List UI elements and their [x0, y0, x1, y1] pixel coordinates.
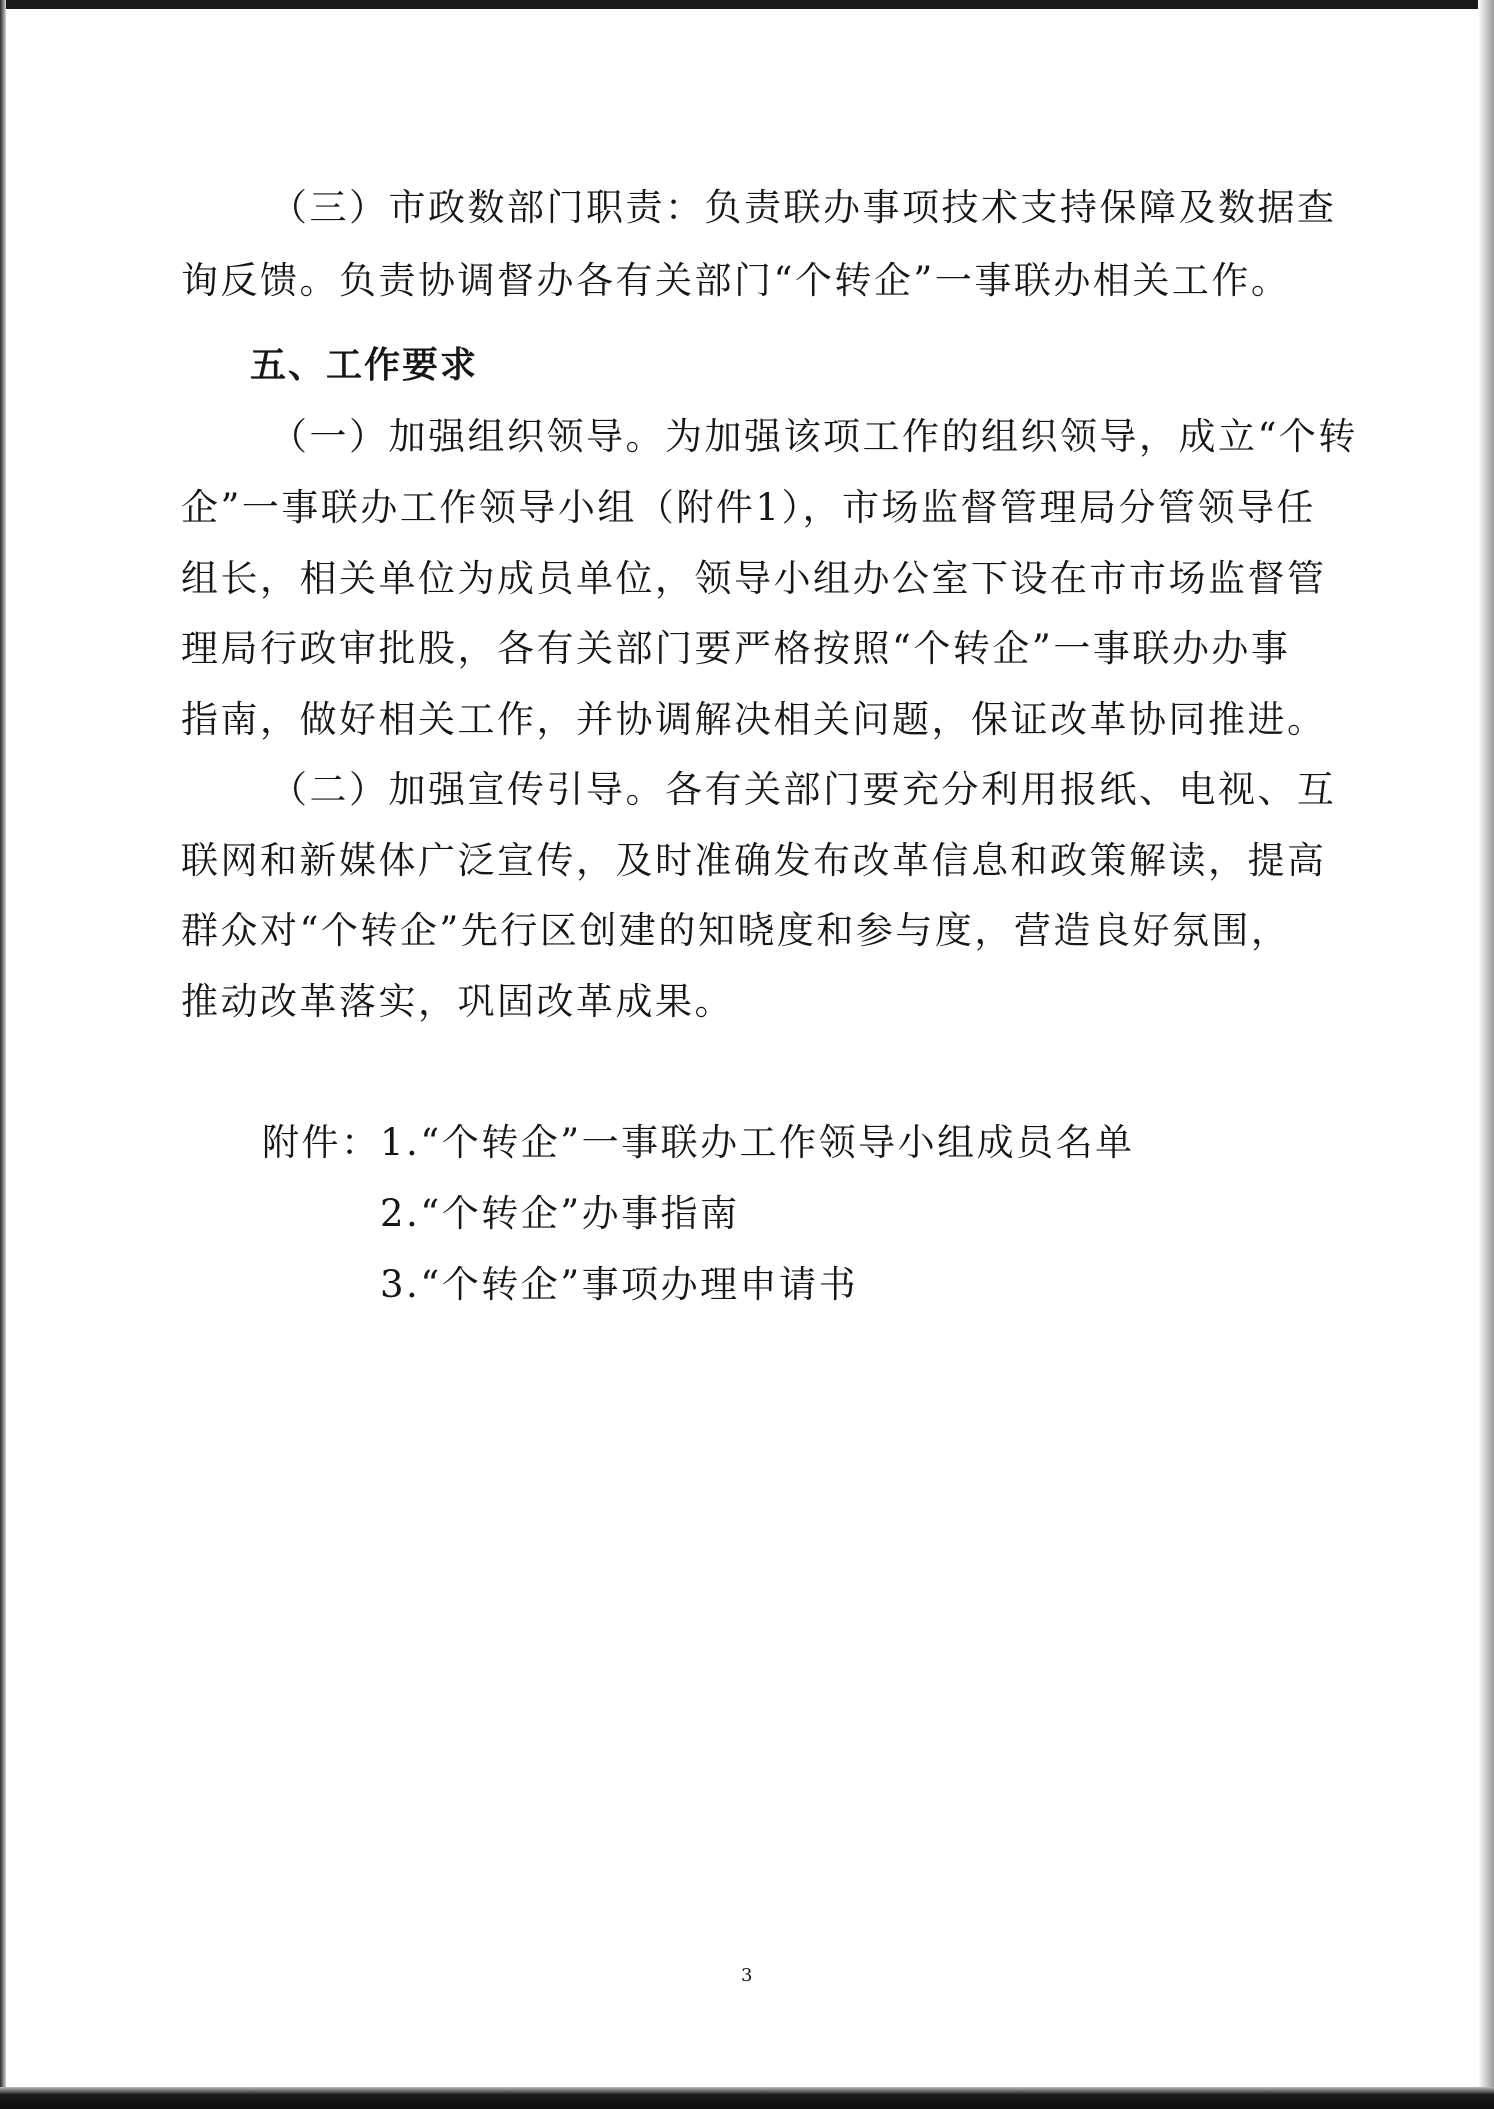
attachment-item: 3.“个转企”事项办理申请书: [380, 1263, 859, 1306]
attachments-label: 附件：: [262, 1121, 381, 1164]
paragraph-3-line: 询反馈。负责协调督办各有关部门“个转企”一事联办相关工作。: [181, 259, 1291, 302]
paragraph-5-1-line: 指南，做好相关工作，并协调解决相关问题，保证改革协同推进。: [181, 698, 1327, 741]
paragraph-5-2-line: 群众对“个转企”先行区创建的知晓度和参与度，营造良好氛围，: [181, 909, 1291, 952]
paragraph-5-2-line: （二）加强宣传引导。各有关部门要充分利用报纸、电视、互: [270, 768, 1337, 811]
paragraph-5-2-line: 推动改革落实，巩固改革成果。: [181, 980, 734, 1023]
paragraph-5-1-line: 企”一事联办工作领导小组（附件1），市场监督管理局分管领导任: [181, 486, 1316, 529]
paragraph-5-1-line: 理局行政审批股，各有关部门要严格按照“个转企”一事联办办事: [181, 627, 1291, 670]
attachment-item: 1.“个转企”一事联办工作领导小组成员名单: [380, 1121, 1135, 1164]
paragraph-5-1-line: 组长，相关单位为成员单位，领导小组办公室下设在市市场监督管: [181, 557, 1327, 600]
section-heading: 五、工作要求: [250, 345, 479, 386]
paragraph-5-1-line: （一）加强组织领导。为加强该项工作的组织领导，成立“个转: [270, 415, 1358, 458]
scan-edge-left: [0, 0, 6, 2109]
paragraph-5-2-line: 联网和新媒体广泛宣传，及时准确发布改革信息和政策解读，提高: [181, 839, 1327, 882]
scan-edge-top: [0, 0, 1494, 9]
attachment-item: 2.“个转企”办事指南: [380, 1192, 740, 1235]
scan-edge-right: [1478, 0, 1494, 2109]
page-number: 3: [741, 1965, 753, 1986]
scan-edge-bottom: [0, 2087, 1494, 2109]
paragraph-3-line: （三）市政数部门职责：负责联办事项技术支持保障及数据查: [270, 186, 1337, 229]
